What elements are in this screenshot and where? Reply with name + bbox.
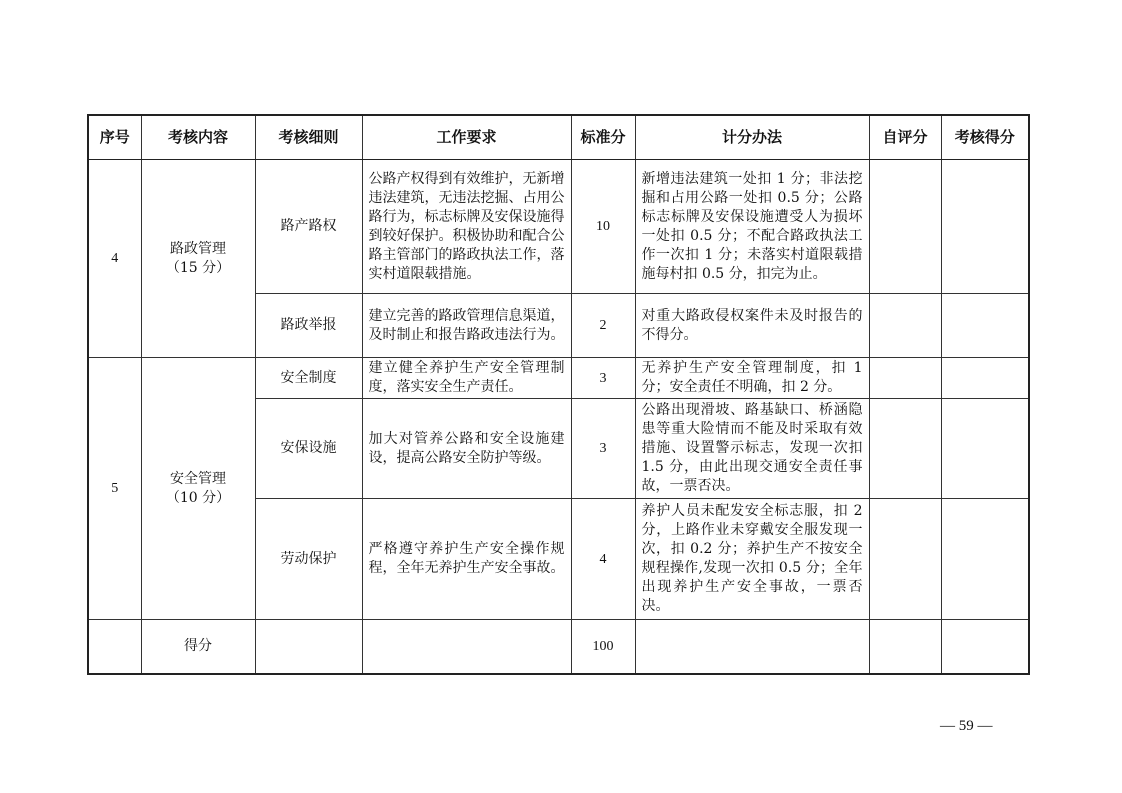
total-detail-cell	[255, 620, 362, 674]
detail-cell: 劳动保护	[255, 499, 362, 620]
total-requirement-cell	[362, 620, 571, 674]
group-content: 路政管理 （15 分）	[141, 160, 255, 358]
final-score-cell	[941, 399, 1029, 499]
header-final-score: 考核得分	[941, 115, 1029, 160]
detail-cell: 安保设施	[255, 399, 362, 499]
requirement-cell: 建立完善的路政管理信息渠道，及时制止和报告路政违法行为。	[362, 294, 571, 358]
header-method: 计分办法	[635, 115, 869, 160]
detail-cell: 安全制度	[255, 358, 362, 399]
header-content: 考核内容	[141, 115, 255, 160]
total-final-score-cell	[941, 620, 1029, 674]
total-self-score-cell	[869, 620, 941, 674]
self-score-cell	[869, 160, 941, 294]
method-cell: 无养护生产安全管理制度，扣 1 分；安全责任不明确，扣 2 分。	[635, 358, 869, 399]
total-label: 得分	[141, 620, 255, 674]
total-row	[88, 620, 1029, 674]
total-method-cell	[635, 620, 869, 674]
final-score-cell	[941, 294, 1029, 358]
self-score-cell	[869, 294, 941, 358]
header-self-score: 自评分	[869, 115, 941, 160]
total-no-cell	[88, 620, 141, 674]
table-row	[88, 358, 1029, 399]
method-cell: 对重大路政侵权案件未及时报告的不得分。	[635, 294, 869, 358]
self-score-cell	[869, 358, 941, 399]
group-content: 安全管理 （10 分）	[141, 358, 255, 620]
score-cell: 3	[571, 399, 635, 499]
score-cell: 2	[571, 294, 635, 358]
header-requirement: 工作要求	[362, 115, 571, 160]
header-detail: 考核细则	[255, 115, 362, 160]
table-row	[88, 160, 1029, 294]
score-cell: 10	[571, 160, 635, 294]
final-score-cell	[941, 499, 1029, 620]
page-number: — 59 —	[940, 718, 993, 734]
method-cell: 公路出现滑坡、路基缺口、桥涵隐患等重大险情而不能及时采取有效措施、设置警示标志，发现一次扣 1.5 分，由此出现交通安全责任事故，一票否决。	[635, 399, 869, 499]
requirement-cell: 公路产权得到有效维护，无新增违法建筑，无违法挖掘、占用公路行为，标志标牌及安保设施得到较好保护。积极协助和配合公路主管部门的路政执法工作，落实村道限载措施。	[362, 160, 571, 294]
assessment-table	[87, 114, 1030, 675]
requirement-cell: 加大对管养公路和安全设施建设，提高公路安全防护等级。	[362, 399, 571, 499]
method-cell: 养护人员未配发安全标志服，扣 2 分，上路作业未穿戴安全服发现一次，扣 0.2 分；养护生产不按安全规程操作,发现一次扣 0.5 分；全年出现养护生产安全事故，一票否决。	[635, 499, 869, 620]
method-cell: 新增违法建筑一处扣 1 分；非法挖掘和占用公路一处扣 0.5 分；公路标志标牌及安保设施遭受人为损坏一处扣 0.5 分；不配合路政执法工作一次扣 1 分；未落实村道限载措施每村扣 0.5 分，扣完为止。	[635, 160, 869, 294]
header-row	[88, 115, 1029, 160]
group-no: 5	[88, 358, 141, 620]
self-score-cell	[869, 399, 941, 499]
self-score-cell	[869, 499, 941, 620]
score-cell: 4	[571, 499, 635, 620]
requirement-cell: 建立健全养护生产安全管理制度，落实安全生产责任。	[362, 358, 571, 399]
header-score: 标准分	[571, 115, 635, 160]
header-no: 序号	[88, 115, 141, 160]
total-score: 100	[571, 620, 635, 674]
score-cell: 3	[571, 358, 635, 399]
detail-cell: 路产路权	[255, 160, 362, 294]
detail-cell: 路政举报	[255, 294, 362, 358]
final-score-cell	[941, 358, 1029, 399]
requirement-cell: 严格遵守养护生产安全操作规程，全年无养护生产安全事故。	[362, 499, 571, 620]
group-no: 4	[88, 160, 141, 358]
final-score-cell	[941, 160, 1029, 294]
